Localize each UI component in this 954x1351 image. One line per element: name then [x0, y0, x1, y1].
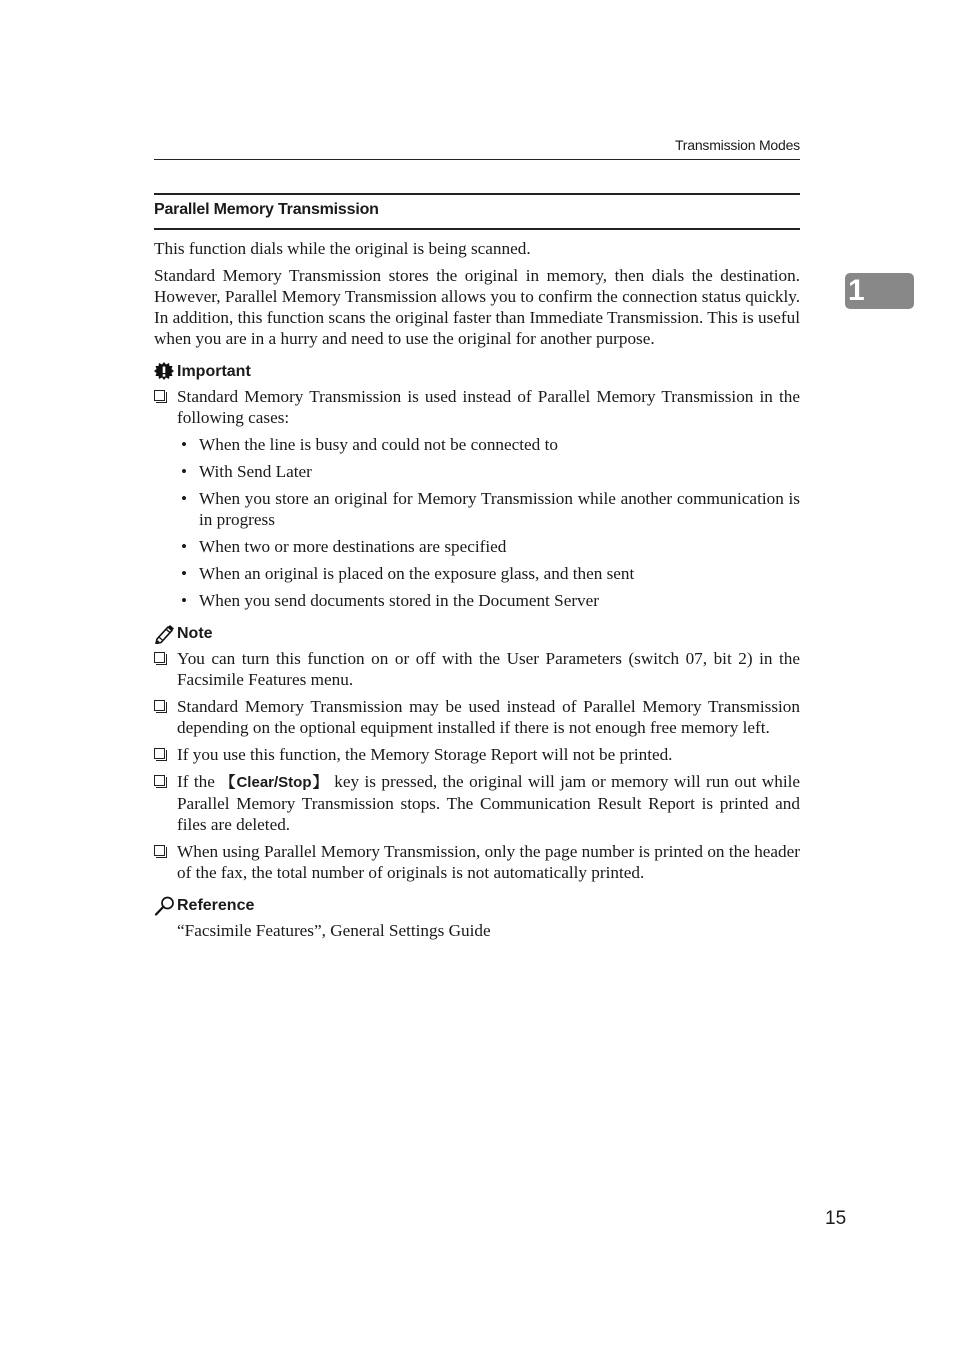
bullet-icon: •	[181, 591, 188, 610]
note-item	[154, 841, 800, 883]
section-top-rule	[154, 193, 800, 195]
list-item	[154, 488, 800, 530]
reference-heading	[154, 895, 800, 917]
pencil-icon	[154, 624, 176, 644]
header-rule	[154, 159, 800, 160]
note-item	[154, 744, 800, 765]
checkbox-bullet-icon	[154, 845, 165, 856]
reference-text: “Facsimile Features”, General Settings Guide	[177, 921, 491, 940]
running-header: Transmission Modes	[674, 137, 800, 153]
checkbox-bullet-icon	[154, 775, 165, 786]
note-item-text: When using Parallel Memory Transmission, only the page number is printed on the header of the fax, the total number of originals is not automatically printed.	[177, 842, 800, 882]
list-item-text: With Send Later	[199, 462, 312, 481]
note-item	[154, 648, 800, 690]
list-item-text: When you store an original for Memory Transmission while another communication is in progress	[199, 489, 800, 529]
list-item-text: When you send documents stored in the Document Server	[199, 591, 599, 610]
list-item-text: When an original is placed on the exposure glass, and then sent	[199, 564, 635, 583]
clear-stop-key-label: 【Clear/Stop】	[220, 774, 329, 791]
list-item	[154, 461, 800, 482]
note-item-text-before: If the	[177, 772, 221, 791]
bullet-icon: •	[181, 537, 188, 556]
page-content	[154, 238, 800, 941]
note-item-text-after: key is pressed, the original will jam or memory will run out while Parallel Memory Transmission stops. The Communication Result Report is printed and files are deleted.	[177, 772, 800, 834]
note-item-text: Standard Memory Transmission may be used instead of Parallel Memory Transmission depending on the optional equipment installed if there is not enough free memory left.	[177, 697, 800, 737]
list-item	[154, 563, 800, 584]
checkbox-bullet-icon	[154, 700, 165, 711]
bullet-icon: •	[181, 435, 188, 454]
intro-paragraph-2: Standard Memory Transmission stores the original in memory, then dials the destination. However, Parallel Memory Transmission allows you to confirm the connection status quickly. In addition, this function scans the original faster than Immediate Transmission. This is useful when you are in a hurry and need to use the original for another purpose.	[154, 266, 800, 348]
checkbox-bullet-icon	[154, 652, 165, 663]
note-item-text: You can turn this function on or off with the User Parameters (switch 07, bit 2) in the Facsimile Features menu.	[177, 649, 800, 689]
note-item	[154, 696, 800, 738]
bullet-icon: •	[181, 462, 188, 481]
important-bullet-list	[154, 434, 800, 611]
important-heading-label: Important	[177, 363, 251, 380]
list-item	[154, 536, 800, 557]
bullet-icon: •	[181, 564, 188, 583]
bullet-icon: •	[181, 489, 188, 508]
section-bottom-rule	[154, 228, 800, 230]
list-item-text: When two or more destinations are specified	[199, 537, 507, 556]
note-heading	[154, 623, 800, 645]
important-icon	[154, 362, 176, 382]
important-item	[154, 386, 800, 428]
list-item	[154, 590, 800, 611]
intro-paragraph-1: This function dials while the original is being scanned.	[154, 239, 531, 258]
reference-heading-label: Reference	[177, 897, 255, 914]
note-item	[154, 771, 800, 835]
important-item-text: Standard Memory Transmission is used instead of Parallel Memory Transmission in the following cases:	[177, 387, 800, 427]
note-item-text: If you use this function, the Memory Storage Report will not be printed.	[177, 745, 673, 764]
important-heading	[154, 361, 800, 383]
checkbox-bullet-icon	[154, 748, 165, 759]
page-number: 15	[825, 1208, 847, 1229]
list-item-text: When the line is busy and could not be connected to	[199, 435, 558, 454]
section-title: Parallel Memory Transmission	[154, 201, 379, 218]
magnifier-icon	[154, 896, 176, 916]
note-heading-label: Note	[177, 625, 213, 642]
checkbox-bullet-icon	[154, 390, 165, 401]
chapter-tab: 1	[845, 273, 914, 309]
list-item	[154, 434, 800, 455]
